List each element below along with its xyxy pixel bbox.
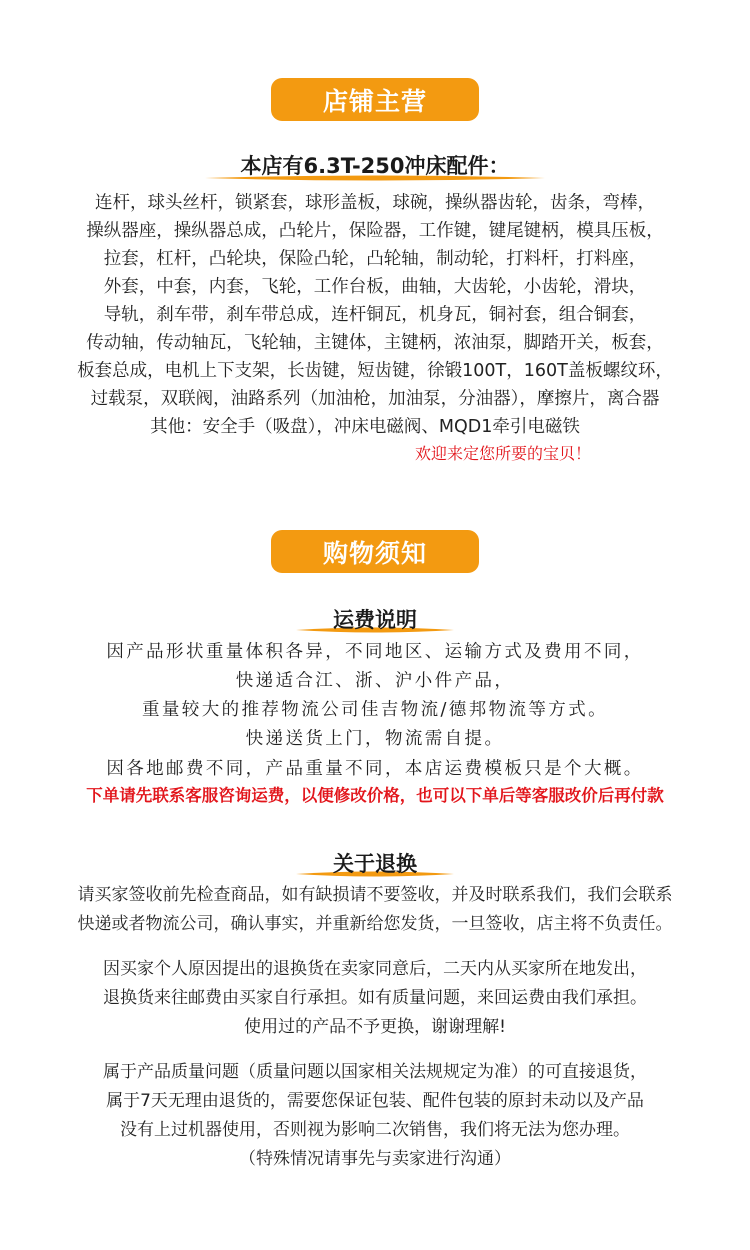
- store-parts-line: 其他：安全手（吸盘），冲床电磁阀、MQD1牵引电磁铁: [150, 417, 580, 437]
- store-parts-line: 导轨，刹车带，刹车带总成，连杆铜瓦，机身瓦，铜衬套，组合铜套，: [103, 305, 647, 325]
- returns-line: 使用过的产品不予更换，谢谢理解!: [244, 1017, 506, 1037]
- store-main-badge: 店铺主营: [271, 78, 479, 121]
- store-parts-line: 板套总成，电机上下支架，长齿键，短齿键，徐锻100T，160T盖板螺纹环，: [77, 361, 673, 381]
- store-parts-line: 过载泵，双联阀，油路系列（加油枪，加油泵，分油器），摩擦片，离合器: [90, 389, 660, 409]
- store-parts-line: 外套，中套，内套，飞轮，工作台板，曲轴，大齿轮，小齿轮，滑块，: [103, 277, 647, 297]
- shipping-line: 因产品形状重量体积各异，不同地区、运输方式及费用不同，: [106, 642, 644, 662]
- store-parts-line: 传动轴，传动轴瓦，飞轮轴，主键体，主键柄，浓油泵，脚踏开关，板套，: [86, 333, 664, 353]
- returns-line: 快递或者物流公司，确认事实，并重新给您发货，一旦签收，店主将不负责任。: [77, 914, 673, 934]
- shipping-notice: 下单请先联系客服咨询运费，以便修改价格，也可以下单后等客服改价后再付款: [86, 786, 664, 805]
- welcome-text: 欢迎来定您所要的宝贝！: [414, 444, 591, 463]
- store-parts-line: 操纵器座，操纵器总成，凸轮片，保险器，工作键，键尾键柄，模具压板，: [86, 221, 664, 241]
- returns-line: 请买家签收前先检查商品，如有缺损请不要签收，并及时联系我们，我们会联系: [77, 885, 673, 905]
- store-parts-line: 拉套，杠杆，凸轮块，保险凸轮，凸轮轴，制动轮，打料杆，打料座，: [103, 249, 647, 269]
- shipping-line: 快递适合江、浙、沪小件产品，: [235, 671, 515, 691]
- store-heading: 本店有6.3T-250冲床配件：: [240, 154, 510, 178]
- returns-line: 因买家个人原因提出的退换货在卖家同意后，二天内从买家所在地发出，: [103, 959, 647, 979]
- returns-line: （特殊情况请事先与卖家进行沟通）: [239, 1149, 511, 1169]
- returns-line: 属于产品质量问题（质量问题以国家相关法规规定为准）的可直接退货，: [103, 1062, 647, 1082]
- shopping-notice-badge: 购物须知: [271, 530, 479, 573]
- returns-heading: 关于退换: [333, 852, 417, 876]
- returns-line: 退换货来往邮费由买家自行承担。如有质量问题，来回运费由我们承担。: [103, 988, 647, 1008]
- shipping-line: 因各地邮费不同，产品重量不同，本店运费模板只是个大概。: [106, 759, 644, 779]
- returns-line: 没有上过机器使用，否则视为影响二次销售，我们将无法为您办理。: [120, 1120, 630, 1140]
- shipping-heading: 运费说明: [333, 608, 417, 632]
- shipping-line: 快递送货上门，物流需自提。: [245, 729, 505, 749]
- store-parts-line: 连杆，球头丝杆，锁紧套，球形盖板，球碗，操纵器齿轮，齿条，弯棒，: [95, 193, 655, 213]
- shipping-line: 重量较大的推荐物流公司佳吉物流/德邦物流等方式。: [142, 700, 608, 720]
- returns-line: 属于7天无理由退货的，需要您保证包装、配件包装的原封未动以及产品: [106, 1091, 644, 1111]
